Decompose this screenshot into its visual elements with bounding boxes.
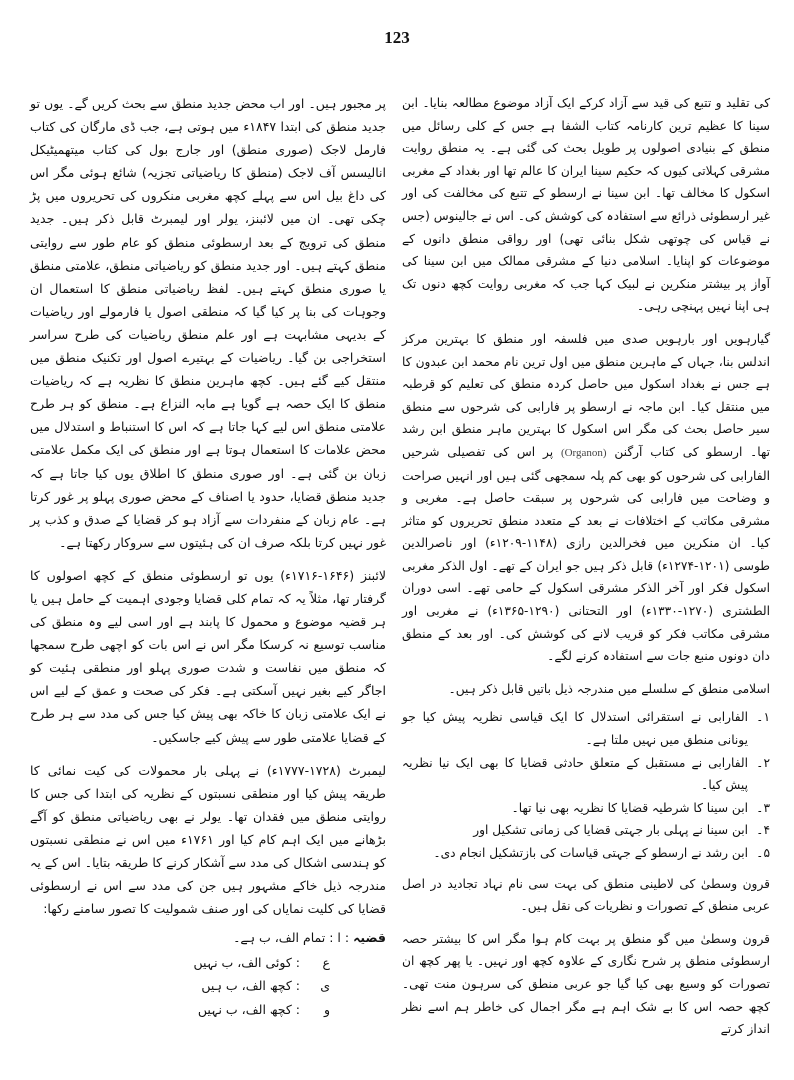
qadiya-heading	[30, 926, 386, 949]
paragraph: پر مجبور ہیں۔ اور اب محض جدید منطق سے بحث کریں گے۔ یوں تو جدید منطق کی ابتدا ۱۸۴۷ء میں ہوتی ہے، جب ڈی مارگان کی کتاب فارمل لاجک (صوری منطق) اور جارج بول کی کتاب میتھمیٹیکل انالیسس آف لاجک (منطق کا ریاضیاتی تجزیہ) شائع ہوئی مگر اس کی داغ بیل اس سے پہلے کچھ مغربی منکروں کی تحریروں میں پڑ چکی تھی۔ ان میں لائبنز، یولر اور لیمبرٹ قابل ذکر ہیں۔ جدید منطق کی ترویج کے بعد ارسطوئی منطق کو عام طور سے روایتی منطق کہتے ہیں۔ اور جدید منطق کو ریاضیاتی منطق، علامتی منطق یا صوری منطق کہتے ہیں۔ لفظ ریاضیاتی منطق کا استعمال ان وجوہات کی بنا پر کیا گیا کہ منطقی اصول یا فارمولے اور ریاضیات کے بدیہی مشابہت ہے اور علم منطق ریاضیات کی طرح سراسر استخراجی بن گیا۔ ریاضیات کے بہتیرے اصول اور تکنیک منطق میں منتقل کیے گئے ہیں۔ کچھ ماہرین منطق کا نظریہ ہے کہ ریاضیات منطق کا ایک حصہ ہے گویا ہے مابہ النزاع ہے۔ منطق کو ہر طرح علامتی منطق اس لیے کہا جاتا ہے کہ اس کا استنباط و استدلال میں محض علامات کا استعمال ہوتا ہے اور منطق کی ایک مکمل علامتی زبان بن گئی ہے۔ اور صوری منطق کا اطلاق یوں کیا جاتا ہے کہ جدید منطق قضایا، حدود یا اصناف کے محض صوری پہلو پر غور کرتا ہے۔ عام زبان کے منفردات سے آزاد ہو کر قضایا کے صدق و کذب پر غور نہیں کرتا بلکہ صرف ان کی ہئیتوں سے سروکار رکھتا ہے۔	[30, 96, 386, 550]
list-item	[402, 706, 770, 751]
list-text: الفارابی نے استقرائی استدلال کا ایک قیاسی نظریہ پیش کیا جو یونانی منطق میں نہیں ملتا ہے۔	[402, 710, 748, 748]
paragraph: لائبنز (۱۶۴۶-۱۷۱۶ء) یوں تو ارسطوئی منطق کے کچھ اصولوں کا گرفتار تھا، مثلاً یہ کہ تمام کلی قضایا وجودی اہمیت کے حامل ہیں یا ہر قضیہ موضوع و محمول کا پابند ہے اور اسی لیے وہ منطق کی مناسب توسیع نہ کرسکا مگر اس نے اس بات کو اچھی طرح سمجھا کہ منطق میں نفاست و شدت صوری پہلو اور منطقی ہئیت کو اجاگر کیے بغیر نہیں آسکتی ہے۔ فکر کی صحت و عمق کے لیے اس نے ایک علامتی زبان کا خاکہ بھی پیش کیا جس کی مدد سے ہر طرح کے قضایا علامتی طور سے پیش کیے جاسکیں۔	[30, 567, 386, 745]
paragraph: اسلامی منطق کے سلسلے میں مندرجہ ذیل باتیں قابل ذکر ہیں۔	[448, 681, 770, 696]
paragraph: قرون وسطیٰ میں گو منطق پر بہت کام ہوا مگر اس کا بیشتر حصہ ارسطوئی منطق پر شرح نگاری کے علاوہ کچھ اور نہیں۔ یا پھر کچھ ان تصورات کو وسیع بھی کیا گیا جو عربی منطق کی سرہون منت تھی۔ کچھ حصہ اس کا بے شک اہم ہے مگر اجمال کی خاطر ہم اسے نظر انداز کرتے	[402, 931, 770, 1037]
list-text: ابن سینا کا شرطیہ قضایا کا نظریہ بھی نیا تھا۔	[511, 800, 748, 815]
page-number: 123	[384, 28, 410, 47]
list-item	[402, 842, 770, 865]
qadiya-letter: ی	[320, 978, 330, 994]
qadiya-text: : کوئی الف، ب نہیں	[193, 955, 300, 971]
list-text: الفارابی نے مستقبل کے متعلق حادثی قضایا کا بھی ایک نیا نظریہ پیش کیا۔	[402, 755, 748, 793]
qadiya-row	[30, 998, 330, 1021]
list-number: ۳۔	[756, 800, 770, 815]
list-item	[402, 797, 770, 820]
right-column	[402, 92, 770, 1051]
qadiya-row	[30, 951, 330, 974]
qadiya-list	[30, 951, 386, 1020]
list-item	[402, 819, 770, 842]
paragraph-text: گیارہویں اور بارہویں صدی میں فلسفہ اور منطق کا بہترین مرکز اندلس بنا، جہاں کے ماہرین منطق میں اول ترین نام محمد ابن عبدون کا ہے جس نے بغداد اسکول میں حاصل کردہ منطق کی تعلیم کو قرطبہ میں منتقل کیا۔ ابن ماجہ نے ارسطو پر فارابی کی شرحوں سے منطق سیر حاصل بحث کی مگر اس اسکول کا بہترین ماہر منطق ابن رشد تھا۔ ارسطو کی کتاب آرگنن	[402, 331, 771, 459]
list-text: ابن سینا نے پہلی بار جہتی قضایا کی زمانی تشکیل اور	[473, 823, 748, 838]
paragraph: قرون وسطیٰ کی لاطینی منطق کی بہت سی نام نہاد تجادید در اصل عربی منطق کے تصورات و نظریات کی نقل ہیں۔	[402, 876, 770, 914]
qadiya-text: : کچھ الف، ب ہیں	[201, 978, 300, 994]
qadiya-first: : ا : تمام الف، ب ہے۔	[233, 930, 350, 946]
qadiya-letter: و	[323, 1001, 330, 1017]
qadiya-text: : کچھ الف، ب نہیں	[197, 1001, 300, 1017]
paragraph-text: پر اس کی تفصیلی شرحیں الفارابی کی شرحوں کو بھی کم پلہ سمجھی گئی ہیں اور انہیں صراحت و وضاحت میں فارابی کی شرحوں پر سبقت حاصل ہے۔ مغربی و مشرقی مکاتب کے اختلافات نے بعد کے متعدد منطق تحریروں کو متاثر کیا۔ ان منکرین میں فخرالدین رازی (۱۱۴۸-۱۲۰۹ء) اور ناصرالدین طوسی (۱۲۰۱-۱۲۷۴ء) قابل ذکر ہیں جو ایران کے تھے۔ اول الذکر مغربی اسکول فکر اور آخر الذکر مشرقی اسکول کے حامی تھے۔ اسی دوران الطشتری (۱۲۷۰-۱۳۳۰ء) اور التحتانی (۱۲۹۰-۱۳۶۵ء) نے مغربی اور مشرقی مکاتب فکر کو قریب لانے کی کوشش کی۔ اور بعد کے منطق دان دونوں منبع جات سے استفادہ کرنے لگے۔	[402, 444, 770, 664]
qadiya-row	[30, 974, 330, 997]
list-number: ۱۔	[756, 710, 770, 725]
paragraph	[402, 328, 770, 668]
list-number: ۵۔	[756, 846, 770, 860]
list-item	[402, 752, 770, 797]
list-number: ۴۔	[756, 823, 770, 838]
qadiya-label: قضیہ	[353, 930, 386, 946]
left-column	[30, 92, 386, 1021]
paragraph: لیمبرٹ (۱۷۲۸-۱۷۷۷ء) نے پہلی بار محمولات کی کیت نمائی کا طریقہ پیش کیا اور منطقی نسبتوں کے نظریہ کی ابتدا کی جس کا روایتی منطق میں فقدان تھا۔ یولر نے بھی ریاضیاتی منطق کو آگے بڑھانے میں ایک اہم کام کیا اور ۱۷۶۱ء میں اس نے منطقی نسبتوں کو ہندسی اشکال کی مدد سے آشکار کرنے کا طریقہ بتایا۔ اس کے یہ مندرجہ ذیل خاکے مشہور ہیں جن کی مدد سے اس نے ارسطوئی قضایا کی کلیت نمایاں کی اور صنف شمولیت کا تصور سامنے رکھا:	[30, 762, 387, 917]
qadiya-letter: ع	[322, 955, 330, 971]
list-text: ابن رشد نے ارسطو کے جہتی قیاسات کی بازتشکیل انجام دی۔	[433, 846, 748, 860]
paragraph: کی تقلید و تتبع کی قید سے آزاد کرکے ایک آزاد موضوع مطالعہ بنایا۔ ابن سینا کا عظیم ترین کارنامہ کتاب الشفا ہے جس کے کلی رسائل میں منطق کے بنیادی اصولوں پر طویل بحث کی گئی ہے۔ یہ منطق روایت مشرقی کہلاتی کیوں کہ حکیم سینا ایران کا عالم تھا اور بغداد کے مغربی اسکول کا مخالف تھا۔ ابن سینا نے ارسطو کے تتبع کی مخالفت کی اور غیر ارسطوئی ذرائع سے استفادہ کی کوشش کی۔ اس نے جالینوس (جس نے قیاس کی چوتھی شکل بنائی تھی) اور رواقی منطق دانوں کے موضوعات کو اپنایا۔ اسلامی دنیا کے مشرقی ممالک میں ابن سینا کی آواز پر بیشتر منکرین نے لبیک کہا جب کہ مغربی روایت کچھ دنوں تک ہی اپنا نہیں پہنچی رہی۔	[402, 96, 770, 314]
points-list	[402, 706, 770, 864]
organon-term: (Organon)	[560, 446, 607, 459]
list-number: ۲۔	[756, 755, 770, 770]
